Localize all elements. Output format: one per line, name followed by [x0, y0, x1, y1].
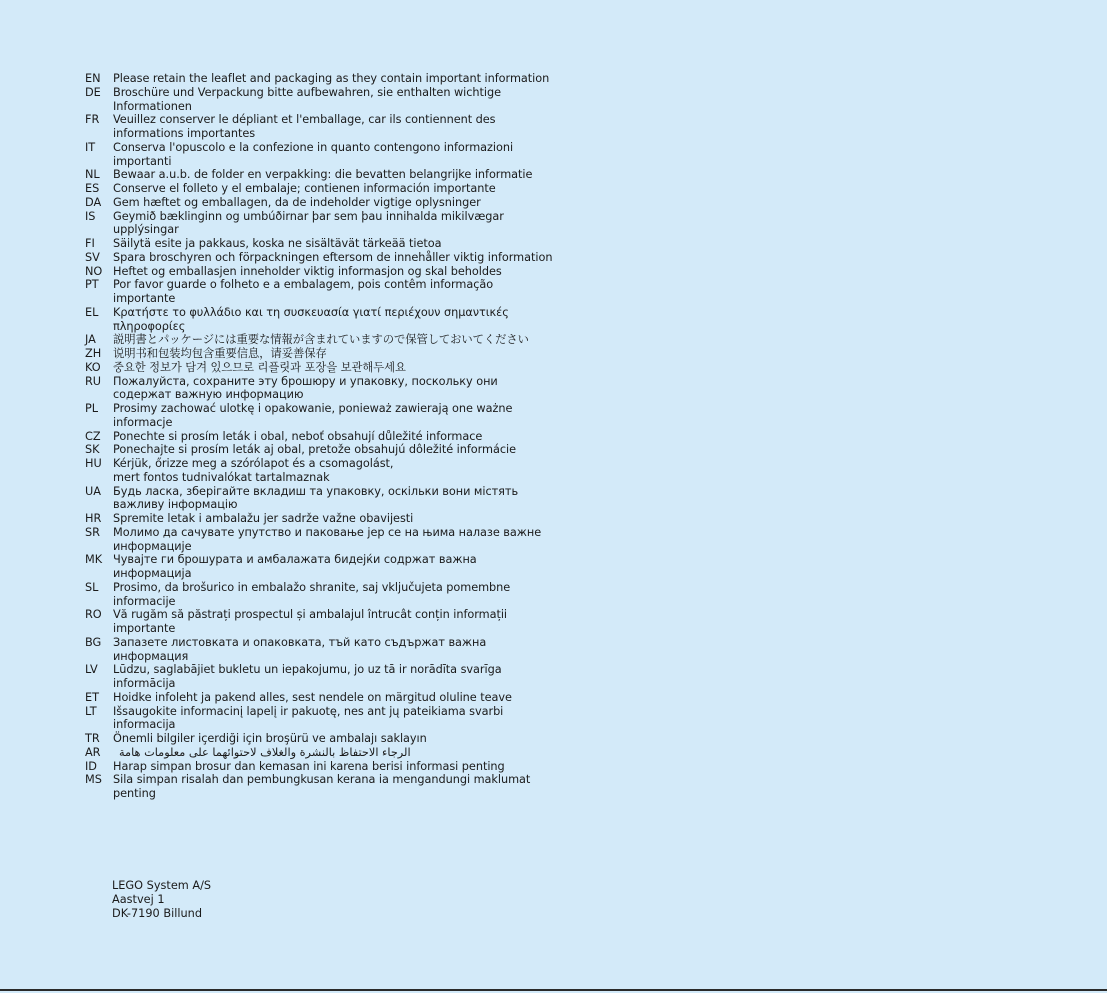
language-notice-text: Запазете листовката и опаковката, тъй като съдържат важна информация	[113, 635, 487, 663]
bottom-divider	[0, 989, 1107, 991]
language-notice-text: Lūdzu, saglabājiet bukletu un iepakojumu, jo uz tā ir norādīta svarīga informācija	[113, 663, 502, 690]
language-row-id	[85, 760, 555, 774]
language-notice-text: Veuillez conserver le dépliant et l'emballage, car ils contiennent des informations importantes	[113, 113, 496, 140]
language-notice-text: Išsaugokite informacinį lapelį ir pakuotę, nes ant jų pateikiama svarbi informacija	[113, 704, 504, 732]
language-notice-text: 説明書とパッケージには重要な情報が含まれていますので保管しておいてください	[113, 333, 529, 347]
language-notice-text: Conserva l'opuscolo e la confezione in quanto contengono informazioni importanti	[113, 140, 514, 168]
language-notice-text: Harap simpan brosur dan kemasan ini karena berisi informasi penting	[113, 759, 505, 773]
language-row-ar	[85, 746, 555, 760]
language-code: SV	[85, 250, 100, 264]
language-row-sv	[85, 251, 555, 265]
language-code: JA	[85, 333, 96, 347]
language-code: FI	[85, 237, 95, 250]
language-code: UA	[85, 484, 101, 498]
language-row-ja	[85, 333, 555, 347]
language-row-no	[85, 265, 555, 279]
language-notice-text: Prosimy zachować ulotkę i opakowanie, ponieważ zawierają one ważne informacje	[113, 402, 513, 429]
language-code: SR	[85, 525, 100, 539]
language-notice-text: Prosimo, da brošurico in embalažo shranite, saj vključujeta pomembne informacije	[113, 580, 511, 608]
language-code: AR	[85, 745, 101, 759]
language-code: IT	[85, 140, 96, 154]
language-row-pt	[85, 278, 555, 306]
language-row-ua	[85, 485, 555, 513]
language-row-en	[85, 72, 555, 86]
language-code: IS	[85, 209, 96, 223]
language-row-tr	[85, 732, 555, 746]
language-notice-text: Por favor guarde o folheto e a embalagem, pois contêm informação importante	[113, 278, 494, 305]
language-row-da	[85, 196, 555, 210]
language-notice-text: 说明书和包装均包含重要信息，请妥善保存	[113, 347, 327, 360]
language-code: SL	[85, 580, 99, 594]
language-row-lv	[85, 663, 555, 691]
language-row-el	[85, 306, 555, 334]
language-notice-text: Gem hæftet og emballagen, da de indeholder vigtige oplysninger	[113, 195, 481, 209]
language-code: SK	[85, 443, 100, 457]
street-address: Aastvej 1	[112, 892, 165, 906]
language-row-de	[85, 86, 555, 114]
multilingual-notice	[85, 72, 555, 801]
language-notice-text: Vă rugăm să păstrați prospectul și ambalajul întrucât conțin informații importante	[113, 608, 508, 635]
language-notice-text: Молимо да сачувате упутство и паковање јер се на њима налазе важне информације	[113, 525, 542, 553]
language-row-pl	[85, 402, 555, 430]
language-code: NL	[85, 168, 100, 182]
language-code: NO	[85, 264, 103, 278]
language-code: ZH	[85, 347, 102, 360]
language-code: ES	[85, 182, 100, 195]
language-code: DA	[85, 195, 102, 209]
language-notice-text: Önemli bilgiler içerdiği için broşürü ve ambalajı saklayın	[113, 732, 427, 745]
language-notice-text: Sila simpan risalah dan pembungkusan kerana ia mengandungi maklumat penting	[113, 773, 531, 800]
language-notice-text: Ponechte si prosím leták i obal, neboť obsahují důležité informace	[113, 429, 483, 443]
language-notice-text: Spara broschyren och förpackningen eftersom de innehåller viktig information	[113, 250, 553, 264]
company-name: LEGO System A/S	[112, 879, 212, 892]
language-row-cz	[85, 430, 555, 444]
language-notice-text: Κρατήστε το φυλλάδιο και τη συσκευασία γιατί περιέχουν σημαντικές πληροφορίες	[113, 305, 509, 333]
language-notice-text: Heftet og emballasjen inneholder viktig informasjon og skal beholdes	[113, 264, 502, 278]
language-notice-text: Ponechajte si prosím leták aj obal, pretože obsahujú dôležité informácie	[113, 443, 517, 457]
language-notice-text: Hoidke infoleht ja pakend alles, sest nendele on märgitud oluline teave	[113, 690, 512, 704]
language-notice-text: Please retain the leaflet and packaging as they contain important information	[113, 72, 550, 85]
language-code: HR	[85, 512, 102, 525]
language-row-sr	[85, 526, 555, 554]
language-code: DE	[85, 85, 101, 99]
language-notice-text: Пожалуйста, сохраните эту брошюру и упаковку, поскольку они содержат важную информацию	[113, 374, 498, 402]
language-row-nl	[85, 168, 555, 182]
language-row-is	[85, 210, 555, 238]
language-row-bg	[85, 636, 555, 664]
language-notice-text: Bewaar a.u.b. de folder en verpakking: die bevatten belangrijke informatie	[113, 168, 533, 182]
language-code: KO	[85, 360, 101, 374]
language-notice-text: الرجاء الاحتفاظ بالنشرة والغلاف لاحتوائهما على معلومات هامة	[119, 745, 411, 759]
language-notice-text: Будь ласка, зберігайте вкладиш та упаковку, оскільки вони містять важливу інформацію	[113, 484, 519, 512]
language-code: MS	[85, 773, 102, 787]
language-row-fi	[85, 237, 555, 251]
language-notice-text: Geymið bæklinginn og umbúðirnar þar sem þau innihalda mikilvægar upplýsingar	[113, 209, 504, 237]
language-code: PL	[85, 402, 99, 415]
language-code: FR	[85, 113, 100, 127]
language-row-ro	[85, 608, 555, 636]
language-row-ms	[85, 773, 555, 801]
language-row-zh	[85, 347, 555, 361]
language-row-sk	[85, 443, 555, 457]
language-notice-text: 중요한 정보가 담겨 있으므로 리플릿과 포장을 보관해두세요	[113, 360, 406, 374]
language-row-lt	[85, 705, 555, 733]
language-row-mk	[85, 553, 555, 581]
language-notice-text: Säilytä esite ja pakkaus, koska ne sisältävät tärkeää tietoa	[113, 237, 442, 250]
language-code: EL	[85, 305, 99, 319]
language-code: CZ	[85, 429, 101, 443]
language-row-hr	[85, 512, 555, 526]
language-row-es	[85, 182, 555, 196]
language-list	[85, 72, 555, 801]
language-row-it	[85, 141, 555, 169]
language-code: LV	[85, 663, 98, 677]
company-address	[112, 879, 211, 920]
language-code: ET	[85, 690, 99, 704]
language-notice-text: Kérjük, őrizze meg a szórólapot és a csomagolást, mert fontos tudnivalókat tartalmaznak	[113, 457, 394, 484]
language-notice-text: Broschüre und Verpackung bitte aufbewahren, sie enthalten wichtige Informationen	[113, 85, 502, 113]
language-code: BG	[85, 635, 102, 649]
language-notice-text: Conserve el folleto y el embalaje; contienen información importante	[113, 182, 496, 195]
language-row-hu	[85, 457, 555, 485]
language-row-sl	[85, 581, 555, 609]
language-code: RO	[85, 608, 102, 622]
language-code: HU	[85, 457, 102, 470]
language-row-ru	[85, 375, 555, 403]
language-code: ID	[85, 759, 97, 773]
language-row-fr	[85, 113, 555, 141]
language-notice-text: Spremite letak i ambalažu jer sadrže važne obavijesti	[113, 512, 414, 525]
language-notice-text: Чувајте ги брошурата и амбалажата бидејќи содржат важна информација	[113, 553, 477, 580]
language-code: PT	[85, 278, 99, 292]
city-postcode: DK-7190 Billund	[112, 906, 202, 920]
language-code: EN	[85, 72, 101, 85]
language-code: RU	[85, 374, 102, 388]
language-row-ko	[85, 361, 555, 375]
language-code: TR	[85, 732, 100, 745]
language-code: MK	[85, 553, 103, 567]
language-row-et	[85, 691, 555, 705]
language-code: LT	[85, 704, 97, 718]
